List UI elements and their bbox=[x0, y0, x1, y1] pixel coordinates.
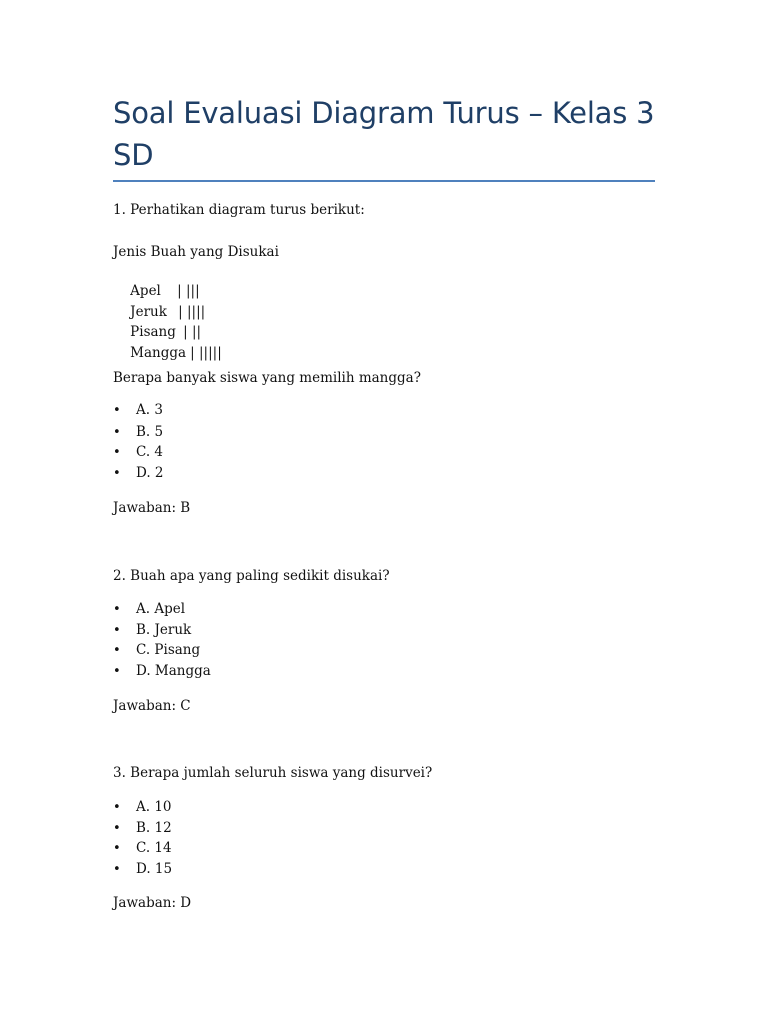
question-1-intro: 1. Perhatikan diagram turus berikut: bbox=[113, 202, 365, 218]
question-2-text: 2. Buah apa yang paling sedikit disukai? bbox=[113, 568, 390, 584]
list-item: • D. 15 bbox=[113, 861, 173, 877]
tally-marks: | || bbox=[183, 324, 202, 340]
list-item: • C. Pisang bbox=[113, 642, 201, 658]
list-item: • D. Mangga bbox=[113, 663, 211, 679]
question-1-text: Berapa banyak siswa yang memilih mangga? bbox=[113, 370, 421, 386]
tally-fruit: Apel bbox=[130, 283, 161, 299]
bullet-icon: • bbox=[113, 841, 121, 856]
tally-fruit: Pisang bbox=[130, 324, 176, 340]
tally-fruit: Mangga bbox=[130, 345, 187, 361]
list-item: • C. 4 bbox=[113, 444, 164, 460]
bullet-icon: • bbox=[113, 602, 121, 617]
bullet-icon: • bbox=[113, 623, 121, 638]
answer-3: Jawaban: D bbox=[113, 895, 192, 911]
bullet-icon: • bbox=[113, 664, 121, 679]
list-item: • C. 14 bbox=[113, 840, 172, 856]
list-item: • B. 5 bbox=[113, 424, 164, 440]
tally-table-title: Jenis Buah yang Disukai bbox=[113, 244, 279, 260]
question-3-text: 3. Berapa jumlah seluruh siswa yang disurvei? bbox=[113, 765, 433, 781]
bullet-icon: • bbox=[113, 403, 121, 418]
list-item: • A. 10 bbox=[113, 799, 172, 815]
bullet-icon: • bbox=[113, 425, 121, 440]
bullet-icon: • bbox=[113, 445, 121, 460]
bullet-icon: • bbox=[113, 862, 121, 877]
page-title: Soal Evaluasi Diagram Turus – Kelas 3 SD bbox=[113, 96, 655, 172]
tally-marks: | ||| bbox=[177, 283, 200, 299]
tally-fruit: Jeruk bbox=[130, 304, 167, 320]
list-item: • B. Jeruk bbox=[113, 622, 192, 638]
answer-1: Jawaban: B bbox=[113, 500, 191, 516]
tally-marks: | |||| bbox=[178, 304, 206, 320]
bullet-icon: • bbox=[113, 643, 121, 658]
list-item: • A. Apel bbox=[113, 601, 186, 617]
list-item: • D. 2 bbox=[113, 465, 164, 481]
bullet-icon: • bbox=[113, 800, 121, 815]
tally-marks: | ||||| bbox=[190, 345, 222, 361]
title-divider bbox=[113, 180, 655, 182]
list-item: • A. 3 bbox=[113, 402, 163, 418]
answer-2: Jawaban: C bbox=[113, 698, 191, 714]
list-item: • B. 12 bbox=[113, 820, 172, 836]
bullet-icon: • bbox=[113, 466, 121, 481]
bullet-icon: • bbox=[113, 821, 121, 836]
